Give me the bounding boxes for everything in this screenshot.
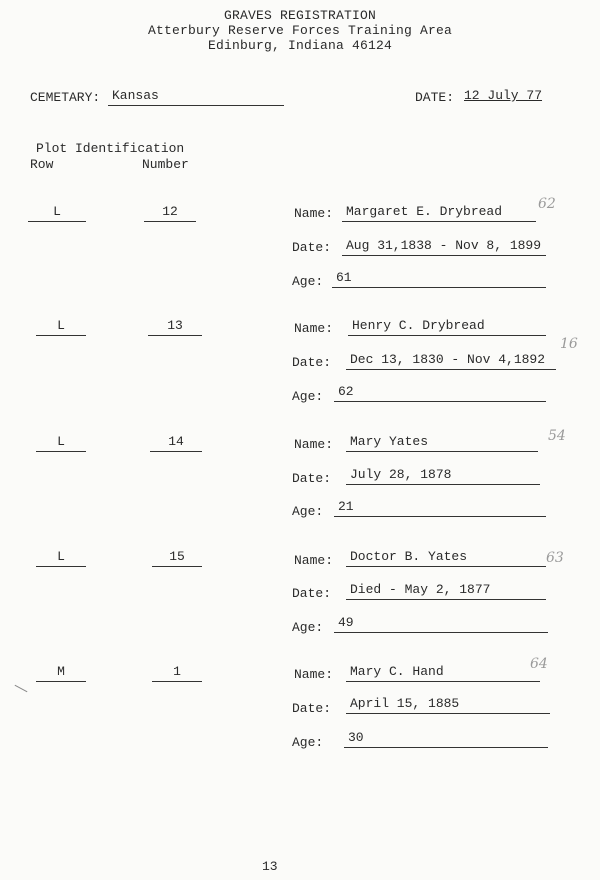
- date-value: July 28, 1878: [346, 467, 540, 485]
- date-label: Date:: [292, 586, 332, 601]
- plot-number: 12: [144, 204, 196, 222]
- age-value: 62: [334, 384, 546, 402]
- date-label: Date:: [292, 240, 332, 255]
- name-value: Margaret E. Drybread: [342, 204, 536, 222]
- age-value: 21: [334, 499, 546, 517]
- stray-mark: [15, 685, 28, 692]
- name-label: Name:: [294, 667, 334, 682]
- plot-row: M: [36, 664, 86, 682]
- handwritten-note: 54: [548, 428, 566, 444]
- plot-identification-heading: Plot Identification: [36, 141, 185, 156]
- date-value: Died - May 2, 1877: [346, 582, 546, 600]
- plot-number: 13: [148, 318, 202, 336]
- plot-row: L: [36, 549, 86, 567]
- name-label: Name:: [294, 437, 334, 452]
- date-value: 12 July 77: [464, 88, 543, 103]
- name-label: Name:: [294, 321, 334, 336]
- age-label: Age:: [292, 735, 324, 750]
- date-value: Aug 31,1838 - Nov 8, 1899: [342, 238, 546, 256]
- cemetery-value: Kansas: [108, 88, 284, 106]
- age-label: Age:: [292, 274, 324, 289]
- age-label: Age:: [292, 620, 324, 635]
- name-label: Name:: [294, 553, 334, 568]
- name-value: Henry C. Drybread: [348, 318, 546, 336]
- handwritten-note: 64: [530, 656, 548, 672]
- handwritten-note: 16: [560, 336, 578, 352]
- plot-row: L: [28, 204, 86, 222]
- header-organization: Atterbury Reserve Forces Training Area: [147, 23, 453, 38]
- page-number: 13: [262, 859, 278, 874]
- handwritten-note: 62: [538, 196, 556, 212]
- plot-row: L: [36, 318, 86, 336]
- date-label: Date:: [292, 355, 332, 370]
- age-value: 61: [332, 270, 546, 288]
- row-heading: Row: [30, 157, 54, 172]
- plot-number: 15: [152, 549, 202, 567]
- date-label: DATE:: [415, 90, 455, 105]
- age-label: Age:: [292, 389, 324, 404]
- name-label: Name:: [294, 206, 334, 221]
- plot-row: L: [36, 434, 86, 452]
- name-value: Doctor B. Yates: [346, 549, 546, 567]
- date-label: Date:: [292, 701, 332, 716]
- header-location: Edinburg, Indiana 46124: [207, 38, 393, 53]
- age-label: Age:: [292, 504, 324, 519]
- handwritten-note: 63: [546, 550, 564, 566]
- number-heading: Number: [142, 157, 189, 172]
- name-value: Mary C. Hand: [346, 664, 540, 682]
- date-value: Dec 13, 1830 - Nov 4,1892: [346, 352, 556, 370]
- plot-number: 14: [150, 434, 202, 452]
- age-value: 49: [334, 615, 548, 633]
- cemetery-label: CEMETARY:: [30, 90, 101, 105]
- date-value: April 15, 1885: [346, 696, 550, 714]
- name-value: Mary Yates: [346, 434, 538, 452]
- plot-number: 1: [152, 664, 202, 682]
- age-value: 30: [344, 730, 548, 748]
- date-label: Date:: [292, 471, 332, 486]
- header-title: GRAVES REGISTRATION: [223, 8, 377, 23]
